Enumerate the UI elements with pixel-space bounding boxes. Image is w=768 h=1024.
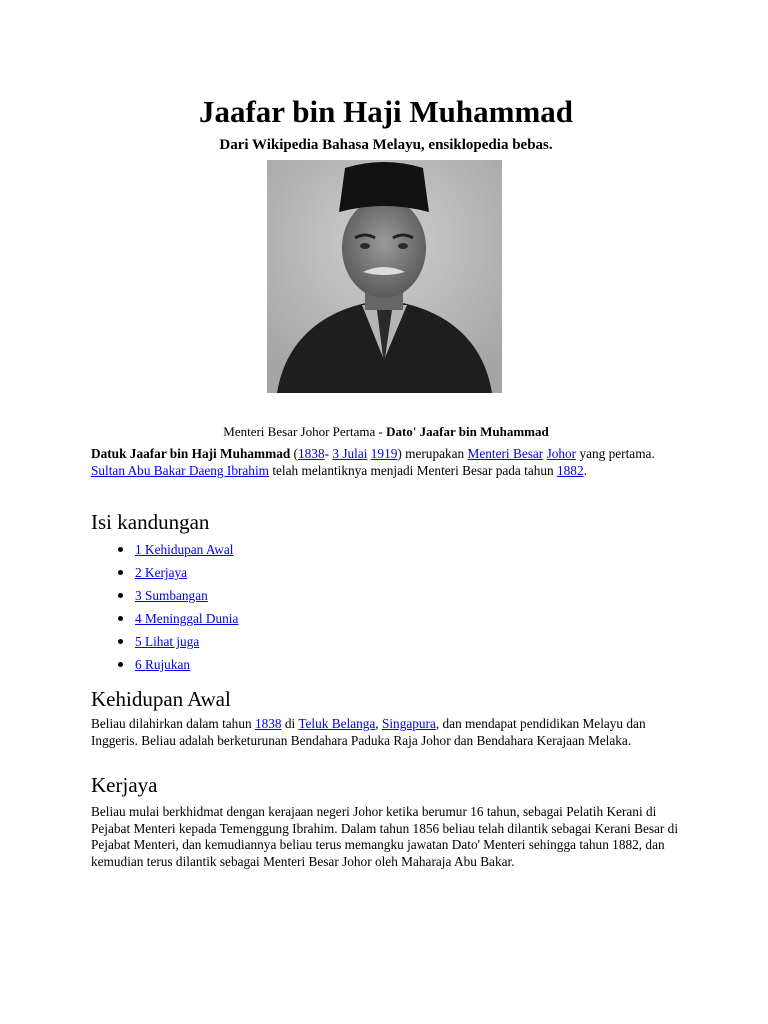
page-title: Jaafar bin Haji Muhammad [198,94,574,129]
toc-link-sumbangan[interactable]: 3 Sumbangan [135,588,208,603]
link-sultan-abu-bakar[interactable]: Sultan Abu Bakar Daeng Ibrahim [91,463,269,478]
link-1838[interactable]: 1838 [298,446,325,461]
link-menteri-besar[interactable]: Menteri Besar [467,446,544,461]
intro-paragraph [91,445,681,479]
bullet-icon [118,616,123,621]
intro-text: telah melantiknya menjadi Menteri Besar pada tahun [269,463,557,478]
toc-link-meninggal-dunia[interactable]: 4 Meninggal Dunia [135,611,239,626]
intro-text: . [583,463,587,478]
link-1919[interactable]: 1919 [370,446,398,461]
caption-text: Menteri Besar Johor Pertama - [223,424,387,439]
toc-item [91,561,238,584]
section-text: Beliau dilahirkan dalam tahun [91,716,255,731]
intro-name: Datuk Jaafar bin Haji Muhammad [91,446,291,461]
link-1838-birth[interactable]: 1838 [254,716,282,731]
section-text-kehidupan-awal [91,716,681,749]
section-text-kerjaya: Beliau mulai berkhidmat dengan kerajaan negeri Johor ketika berumur 16 tahun, sebagai Pelatih Kerani di Pejabat Menteri kepada Temenggung Ibrahim. Dalam tahun 1856 beliau telah dilantik sebagai Kerani Besar di Pejabat Menteri, dan kemudiannya beliau terus memangku jawatan Dato' Menteri sehingga tahun 1882, dan kemudian terus dilantik sebagai Menteri Besar Johor oleh Maharaja Abu Bakar. [91,804,679,869]
link-1882[interactable]: 1882 [557,463,584,478]
toc-item [91,653,238,676]
portrait-image[interactable] [267,160,502,393]
toc-item [91,607,238,630]
section-text: , dan mendapat pendidikan Melayu dan Inggeris. Beliau adalah berketurunan Bendahara Paduka Raja Johor dan Bendahara Kerajaan Melaka. [91,716,646,748]
toc-item [91,584,238,607]
intro-text: yang pertama. [576,446,655,461]
bullet-icon [118,662,123,667]
portrait-photo [267,160,502,393]
toc-link-lihat-juga[interactable]: 5 Lihat juga [135,634,200,649]
intro-text: ) merupakan [397,446,468,461]
toc-heading: Isi kandungan [91,510,210,534]
section-text: di [281,716,299,731]
table-of-contents [91,538,238,676]
link-johor[interactable]: Johor [546,446,577,461]
intro-text: ( [290,446,298,461]
toc-item [91,538,238,561]
section-heading-kehidupan-awal: Kehidupan Awal [91,687,231,711]
bullet-icon [118,639,123,644]
link-teluk-belanga[interactable]: Teluk Belanga [298,716,376,731]
bullet-icon [118,570,123,575]
bullet-icon [118,547,123,552]
caption-bold: Dato' Jaafar bin Muhammad [386,424,549,439]
toc-link-kerjaya[interactable]: 2 Kerjaya [135,565,188,580]
toc-item [91,630,238,653]
image-caption [91,424,681,440]
intro-text: - [324,446,333,461]
section-text: , [375,716,382,731]
toc-link-kehidupan-awal[interactable]: 1 Kehidupan Awal [135,542,234,557]
link-3-julai[interactable]: 3 Julai [332,446,368,461]
page-subtitle: Dari Wikipedia Bahasa Melayu, ensiklopedia bebas. [219,137,553,153]
toc-link-rujukan[interactable]: 6 Rujukan [135,657,191,672]
section-heading-kerjaya: Kerjaya [91,773,158,797]
bullet-icon [118,593,123,598]
link-singapura[interactable]: Singapura [381,716,436,731]
